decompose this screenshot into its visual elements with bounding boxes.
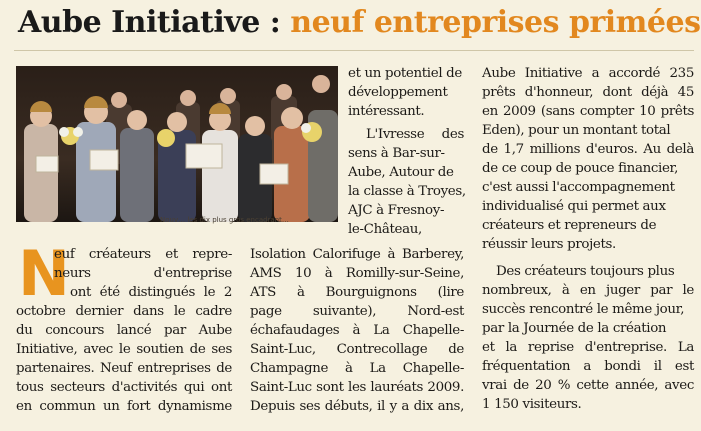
col3-line: et la reprise d'entreprise. La [482, 340, 694, 355]
col3-line: Aube Initiative a accordé 235 [482, 66, 694, 81]
award-ceremony-photo [16, 66, 338, 222]
col1-line: Initiative, avec le soutien de ses [16, 342, 232, 357]
col3-line: Eden), pour un montant total [482, 123, 671, 138]
col3-line: c'est aussi l'accompagnement [482, 180, 675, 195]
col2-line: sens à Bar-sur- [348, 146, 445, 161]
col3-line: réussir leurs projets. [482, 237, 616, 252]
col2-line: ATS à Bourguignons (lire [250, 285, 464, 300]
col2-line: la classe à Troyes, [348, 184, 466, 199]
col2-line: Isolation Calorifuge à Barberey, [250, 247, 464, 262]
headline [18, 4, 700, 42]
col2-line: Depuis ses débuts, il y a dix ans, [250, 399, 464, 414]
col2-line: Saint-Luc, Contrecollage de [250, 342, 464, 357]
col1-line: octobre dernier dans le cadre [16, 304, 232, 319]
col3-line: de 1,7 millions d'euros. Au delà [482, 142, 694, 157]
header-rule [14, 50, 694, 51]
photo-illustration [16, 66, 338, 222]
col3-line: en 2009 (sans compter 10 prêts [482, 104, 694, 119]
col2-line: échafaudages à La Chapelle- [250, 323, 464, 338]
col2-line: L'Ivresse des [366, 127, 464, 142]
col2-line: développement [348, 85, 448, 100]
headline-org: Aube Initiative [18, 5, 260, 40]
col2-line: Aube, Autour de [348, 165, 454, 180]
col3-line: vrai de 20 % cette année, avec [482, 378, 694, 393]
col2-line: page suivante), Nord-est [250, 304, 464, 319]
col3-line: créateurs et repreneurs de [482, 218, 657, 233]
col1-line: partenaires. Neuf entreprises de [16, 361, 232, 376]
headline-subtitle: neuf entreprises primées [290, 5, 701, 40]
col2-line: Champagne à La Chapelle- [250, 361, 464, 376]
col3-line: par la Journée de la création [482, 321, 667, 336]
col1-line: euf créateurs et repre- [54, 247, 232, 262]
col3-line: prêts d'honneur, dont déjà 45 [482, 85, 694, 100]
col2-line: AMS 10 à Romilly-sur-Seine, [250, 266, 464, 281]
col3-line: nombreux, à en juger par le [482, 283, 694, 298]
col3-line: Des créateurs toujours plus [496, 264, 675, 279]
col2-line: Saint-Luc sont les lauréats 2009. [250, 380, 464, 395]
col2-line: le-Château, [348, 222, 422, 237]
col3-line: individualisé qui permet aux [482, 199, 666, 214]
col1-line: tous secteurs d'activités qui ont [16, 380, 232, 395]
col1-line: neurs d'entreprise [54, 266, 232, 281]
col3-line: succès rencontré le même jour, [482, 302, 685, 317]
col1-line: du concours lancé par Aube [16, 323, 232, 338]
col3-line: fréquentation a bondi il est [482, 359, 694, 374]
col1-line: ont été distingués le 2 [70, 285, 232, 300]
headline-separator: : [259, 5, 291, 40]
col2-line: intéressant. [348, 104, 425, 119]
photo-caption: Nouv… les dix plus gros encadrant… [160, 216, 289, 224]
col2-line: AJC à Fresnoy- [348, 203, 445, 218]
col1-line: en commun un fort dynamisme [16, 399, 232, 414]
dropcap-letter: N [18, 237, 70, 310]
col2-line: et un potentiel de [348, 66, 462, 81]
col3-line: de ce coup de pouce financier, [482, 161, 679, 176]
col3-line: 1 150 visiteurs. [482, 397, 582, 412]
